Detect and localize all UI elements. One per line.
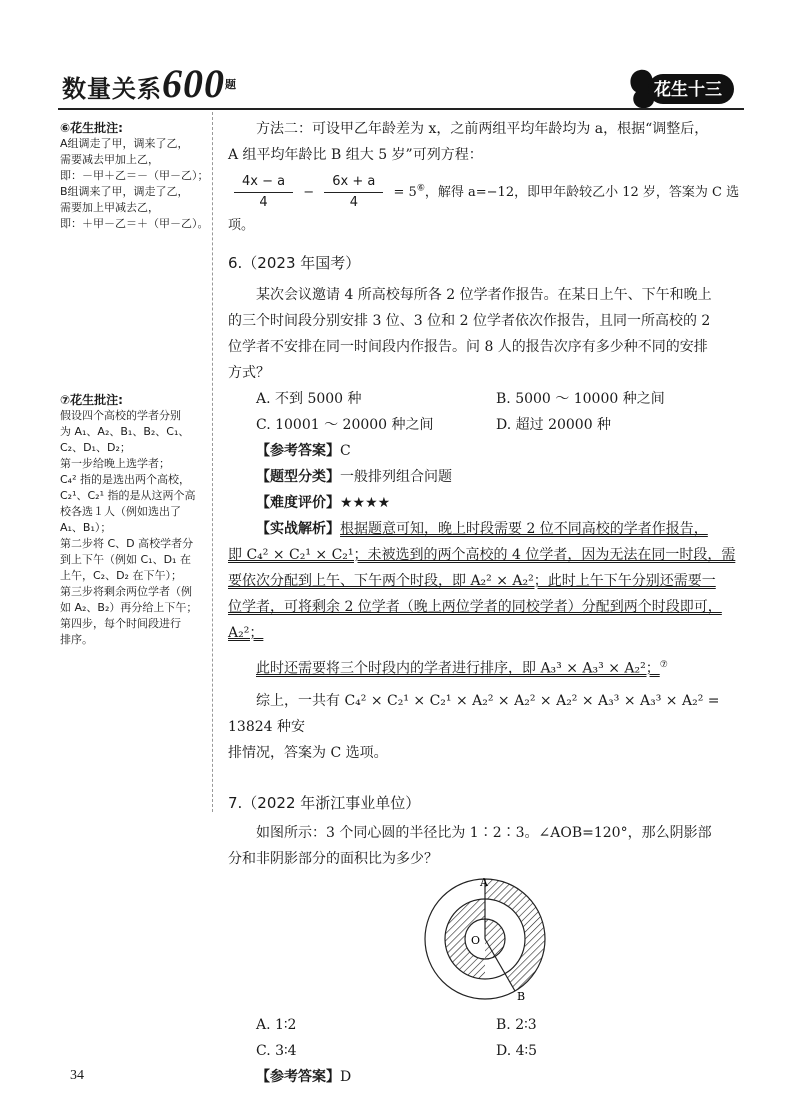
analysis-line: 位学者，可将剩余 2 位学者（晚上两位学者的同校学者）分配到两个时段即可， bbox=[228, 599, 722, 615]
side-note-7 bbox=[60, 392, 210, 648]
question-6 bbox=[228, 250, 748, 766]
option-c: C. 10001 ～ 20000 种之间 bbox=[256, 417, 434, 433]
side-note-line: 校各选１人（例如选出了 bbox=[60, 505, 181, 518]
question-header: 7.（2022 年浙江事业单位） bbox=[228, 794, 421, 812]
side-note-line: A₁、B₁）； bbox=[60, 521, 112, 534]
side-note-title: ⑥花生批注: bbox=[60, 121, 123, 135]
answer-value: C bbox=[340, 443, 351, 459]
stem-line: 如图所示：3 个同心圆的半径比为 1∶2∶3。∠AOB=120°，那么阴影部 bbox=[256, 825, 712, 841]
option-d: D. 4∶5 bbox=[496, 1043, 538, 1059]
note-mark: ⑦ bbox=[659, 660, 668, 670]
side-note-line: 第一步给晚上选学者； bbox=[60, 457, 170, 470]
side-note-line: A组调走了甲，调来了乙， bbox=[60, 137, 189, 150]
method-line: A 组平均年龄比 B 组大 5 岁”可列方程： bbox=[228, 147, 483, 163]
side-note-line: 到上下午（例如 C₁、D₁ 在 bbox=[60, 553, 191, 566]
side-note-line: 需要减去甲加上乙， bbox=[60, 153, 159, 166]
minus-sign: − bbox=[303, 185, 315, 200]
answer-label: 【参考答案】 bbox=[256, 443, 340, 459]
side-note-line: 第二步将 C、D 高校学者分 bbox=[60, 537, 194, 550]
shaded-inner-half bbox=[485, 919, 505, 959]
series-prefix: 数量关系 bbox=[62, 76, 162, 103]
analysis-line: A₂²； bbox=[228, 625, 264, 641]
type-value: 一般排列组合问题 bbox=[340, 469, 452, 485]
fraction-numerator: 6x + a bbox=[324, 172, 383, 193]
equals: = 5 bbox=[393, 185, 417, 200]
note-mark: ⑥ bbox=[416, 183, 425, 194]
series-suffix: 题 bbox=[225, 79, 237, 91]
brand-logo bbox=[626, 66, 736, 112]
analysis-line: 根据题意可知，晚上时段需要 2 位不同高校的学者作报告， bbox=[340, 521, 708, 537]
summary-line: 排情况，答案为 C 选项。 bbox=[228, 744, 388, 761]
option-row bbox=[228, 1012, 748, 1038]
side-note-line: 第四步，每个时间段进行 bbox=[60, 617, 181, 630]
fraction-denominator: 4 bbox=[349, 195, 358, 210]
page-number: 34 bbox=[70, 1068, 84, 1083]
option-b: B. 5000 ～ 10000 种之间 bbox=[496, 391, 665, 407]
side-note-line: 即：－甲＋乙＝－（甲－乙）； bbox=[60, 169, 209, 182]
side-note-line: 即：＋甲－乙＝＋（甲－乙）。 bbox=[60, 217, 209, 230]
method-two bbox=[228, 116, 748, 239]
fraction-denominator: 4 bbox=[259, 195, 268, 210]
side-note-line: B组调来了甲，调走了乙， bbox=[60, 185, 189, 198]
option-b: B. 2∶3 bbox=[496, 1017, 537, 1033]
side-note-line: 上午，C₂、D₂ 在下午）； bbox=[60, 569, 182, 582]
side-note-line: C₂、D₁、D₂； bbox=[60, 441, 131, 454]
analysis-line: 即 C₄² × C₂¹ × C₂¹；未被选到的两个高校的 4 位学者，因为无法在同一时段，需 bbox=[228, 547, 736, 563]
option-c: C. 3∶4 bbox=[256, 1043, 297, 1059]
stem-line: 某次会议邀请 4 所高校每所各 2 位学者作报告。在某日上午、下午和晚上 bbox=[256, 287, 712, 303]
point-a-label: A bbox=[480, 876, 488, 889]
sort-line: 此时还需要将三个时段内的学者进行排序，即 A₃³ × A₃³ × A₂²； bbox=[256, 660, 660, 677]
side-note-line: C₄² 指的是选出两个高校， bbox=[60, 473, 190, 486]
option-d: D. 超过 20000 种 bbox=[496, 417, 612, 433]
fraction bbox=[324, 172, 383, 213]
equation bbox=[228, 172, 748, 239]
type-label: 【题型分类】 bbox=[256, 469, 340, 485]
answer-value: D bbox=[340, 1069, 352, 1085]
analysis-label: 【实战解析】 bbox=[256, 521, 340, 537]
side-note-line: 需要加上甲减去乙， bbox=[60, 201, 159, 214]
side-note-line: 排序。 bbox=[60, 633, 93, 646]
question-7-options bbox=[228, 1012, 748, 1090]
option-row bbox=[228, 412, 748, 438]
side-note-6 bbox=[60, 120, 210, 232]
difficulty-label: 【难度评价】 bbox=[256, 495, 340, 511]
fraction bbox=[234, 172, 293, 213]
method-line: 方法二：可设甲乙年龄差为 x，之前两组平均年龄均为 a，根据“调整后， bbox=[256, 121, 709, 137]
stem-line: 分和非阴影部分的面积比为多少？ bbox=[228, 851, 438, 867]
question-header: 6.（2023 年国考） bbox=[228, 254, 361, 272]
side-note-line: 第三步将剩余两位学者（例 bbox=[60, 585, 192, 598]
fraction-numerator: 4x − a bbox=[234, 172, 293, 193]
margin-divider bbox=[212, 112, 213, 812]
header-rule bbox=[58, 108, 744, 110]
difficulty-stars: ★★★★ bbox=[340, 495, 391, 511]
point-b-label: B bbox=[517, 990, 526, 1003]
option-a: A. 不到 5000 种 bbox=[256, 391, 362, 407]
series-number: 600 bbox=[162, 61, 225, 106]
stem-line: 位学者不安排在同一时间段内作报告。问 8 人的报告次序有多少种不同的安排 bbox=[228, 339, 708, 355]
side-note-line: C₂¹、C₂¹ 指的是从这两个高 bbox=[60, 489, 196, 502]
concentric-circles-figure bbox=[420, 874, 550, 1004]
side-note-line: 为 A₁、A₂、B₁、B₂、C₁、 bbox=[60, 425, 190, 438]
side-note-line: 如 A₂、B₂）再分给上下午； bbox=[60, 601, 198, 614]
stem-line: 的三个时间段分别安排 3 位、3 位和 2 位学者依次作报告，且同一所高校的 2 bbox=[228, 313, 711, 329]
question-7 bbox=[228, 790, 748, 872]
answer-label: 【参考答案】 bbox=[256, 1069, 340, 1085]
equation-tail: ，解得 a=−12，即甲年龄较乙小 12 岁，答案为 C 选项。 bbox=[228, 185, 740, 233]
center-o-label: O bbox=[471, 934, 481, 947]
summary-line: 综上，一共有 C₄² × C₂¹ × C₂¹ × A₂² × A₂² × A₂² × A₃³ × A₃³ × A₂² = 13824 种安 bbox=[228, 692, 720, 735]
side-note-line: 假设四个高校的学者分别 bbox=[60, 409, 181, 422]
option-row bbox=[228, 1038, 748, 1064]
analysis-line: 要依次分配到上午、下午两个时段，即 A₂² × A₂²；此时上午下午分别还需要一 bbox=[228, 573, 716, 589]
option-a: A. 1∶2 bbox=[256, 1017, 297, 1033]
stem-line: 方式？ bbox=[228, 365, 270, 381]
side-note-title: ⑦花生批注: bbox=[60, 393, 123, 407]
logo-text: 花生十三 bbox=[654, 80, 722, 100]
option-row bbox=[228, 386, 748, 412]
series-title bbox=[62, 60, 237, 107]
